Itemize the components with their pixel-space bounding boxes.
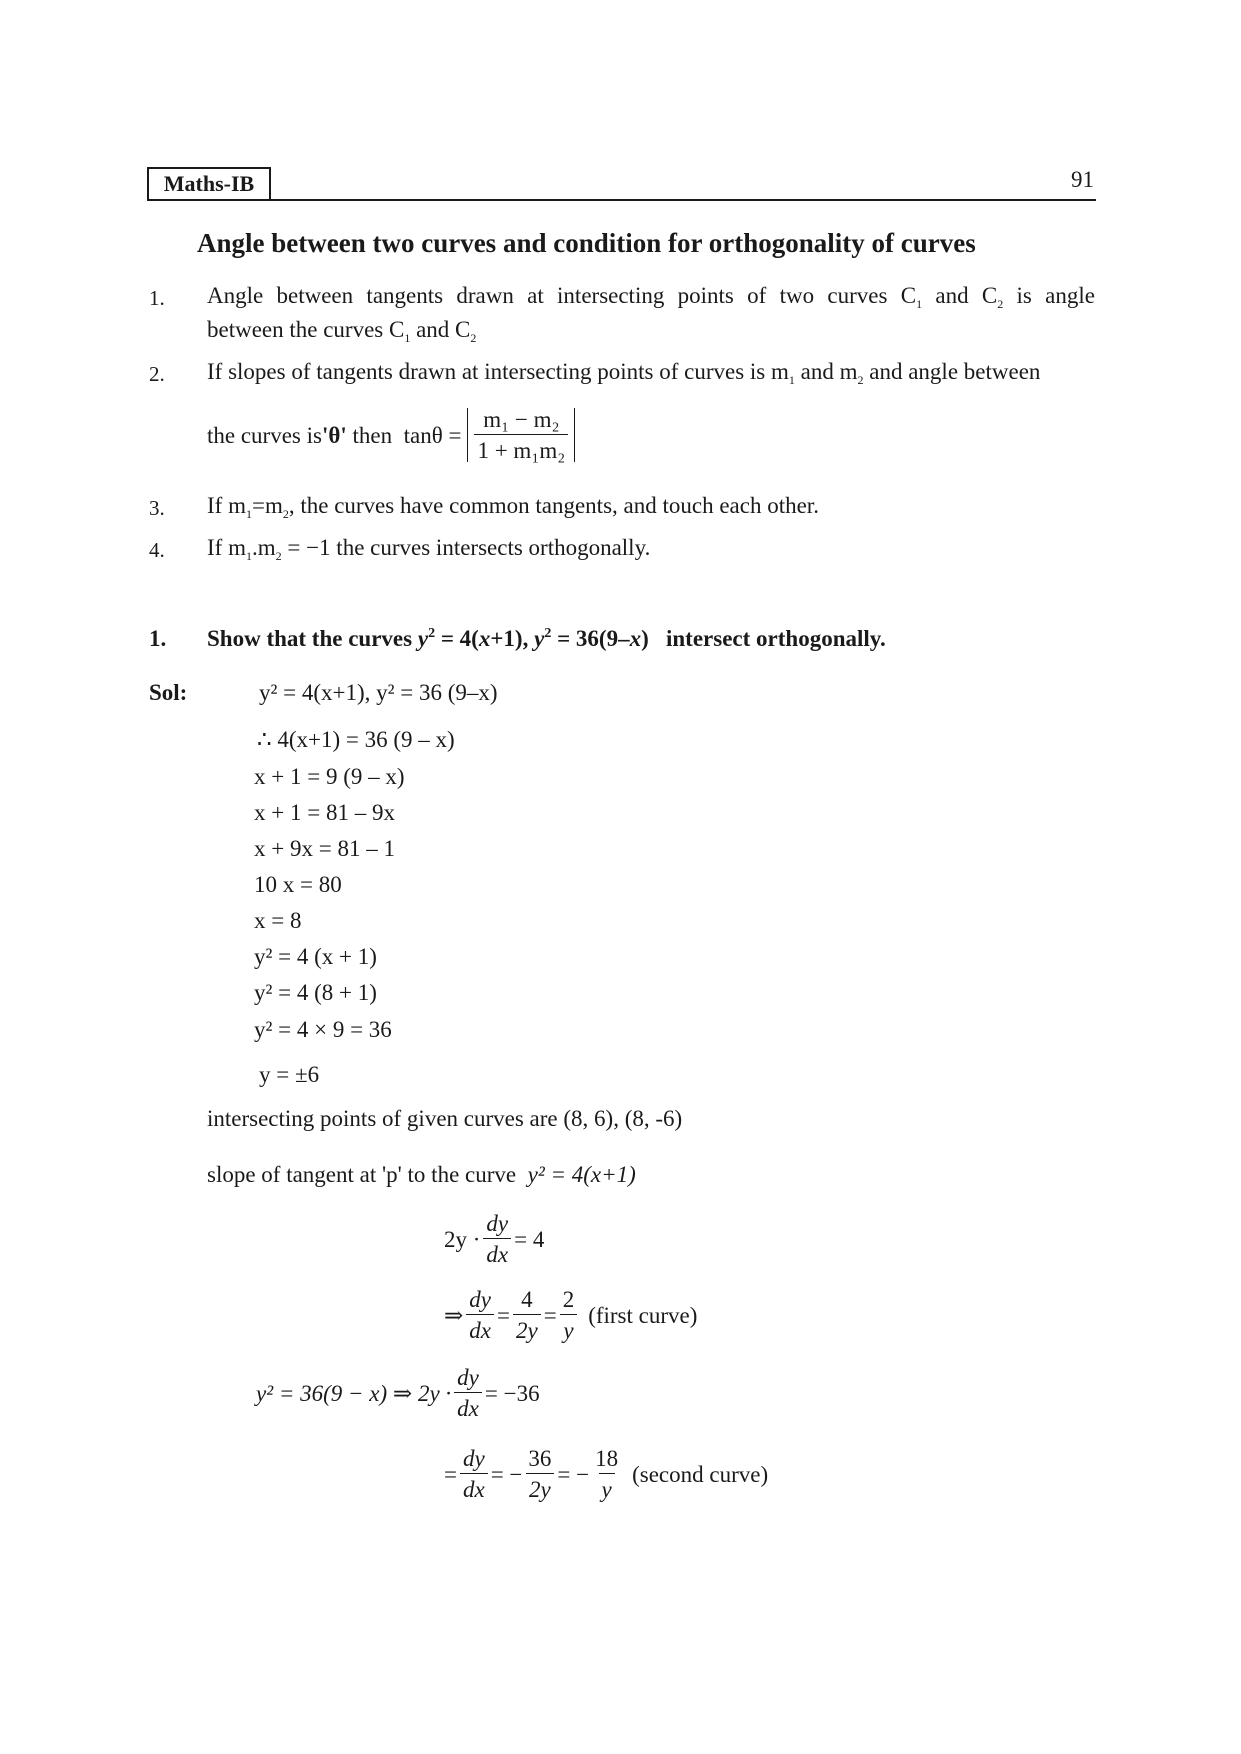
list-item-text: If $m_1.m_2 = -1$ the curves intersects orthogonally. [207, 535, 651, 563]
header-rule [147, 199, 1096, 201]
list-number: 4. [149, 538, 165, 562]
fraction: $\frac{\text{m₁ − m₂}}{\text{1 + m₁m₂}}$ [474, 408, 568, 462]
solution-line: x + 1 = 9 (9 – x) [254, 764, 405, 789]
list-item-text: between the curves $C_1$ and $C_2$ [207, 317, 477, 345]
intersection-points-text: intersecting points of given curves are (8, 6), (8, -6) [207, 1106, 683, 1131]
solution-line: x + 9x = 81 – 1 [254, 836, 395, 861]
solution-line: y = ±6 [259, 1062, 320, 1087]
solution-line: y² = 4(x+1), y² = 36 (9–x) [259, 680, 498, 705]
list-item-text: Angle between tangents drawn at intersecting points of two curves $C_1$ and $C_2$ is angle [207, 283, 1095, 311]
solution-line: y² = 4 × 9 = 36 [254, 1017, 392, 1042]
slope-text: slope of tangent at 'p' to the curve y² = 4(x+1) [207, 1162, 636, 1187]
solution-line: 10 x = 80 [254, 872, 342, 897]
list-number: 3. [149, 496, 165, 520]
derivative-eq-3: y² = 36(9 − x) ⇒ 2y · $\frac{dy}{dx}$ = −36 [256, 1365, 540, 1421]
formula-tan-theta: the curves is 'θ' then tanθ = $\frac{\text{m₁ − m₂}}{\text{1 + m₁m₂}}$ [207, 408, 575, 462]
section-label: Maths-IB [147, 167, 271, 201]
derivative-eq-1: 2y · $\frac{dy}{dx}$ = 4 [444, 1211, 545, 1267]
derivative-eq-4: = $\frac{dy}{dx}$ = − $\frac{36}{2y}$ = − $\frac{18}{y}$ (second curve) [444, 1446, 769, 1502]
solution-line: x + 1 = 81 – 9x [254, 800, 395, 825]
solution-line: y² = 4 (8 + 1) [254, 980, 377, 1005]
page-number: 91 [1071, 167, 1094, 192]
solution-line: y² = 4 (x + 1) [254, 944, 377, 969]
derivative-eq-2: ⇒ $\frac{dy}{dx}$ = $\frac{4}{2y}$ = $\frac{2}{y}$ (first curve) [444, 1287, 698, 1343]
page-title: Angle between two curves and condition for orthogonality of curves [197, 228, 976, 258]
list-number: 2. [149, 362, 165, 386]
solution-line: x = 8 [254, 908, 302, 933]
problem-number: 1. [149, 626, 167, 651]
absolute-value [467, 408, 575, 462]
solution-line: ∴ 4(x+1) = 36 (9 – x) [257, 727, 455, 752]
list-number: 1. [149, 286, 165, 310]
solution-label: Sol: [149, 680, 188, 705]
list-item-text: If slopes of tangents drawn at intersecting points of curves is $m_1$ and $m_2$ and angle between [207, 359, 1041, 387]
list-item-text: If $m_1=m_2$, the curves have common tangents, and touch each other. [207, 493, 819, 521]
problem-statement: Show that the curves $y^2 = 4(x+1)$, $y^2 = 36(9-x)$ intersect orthogonally. [207, 626, 886, 651]
